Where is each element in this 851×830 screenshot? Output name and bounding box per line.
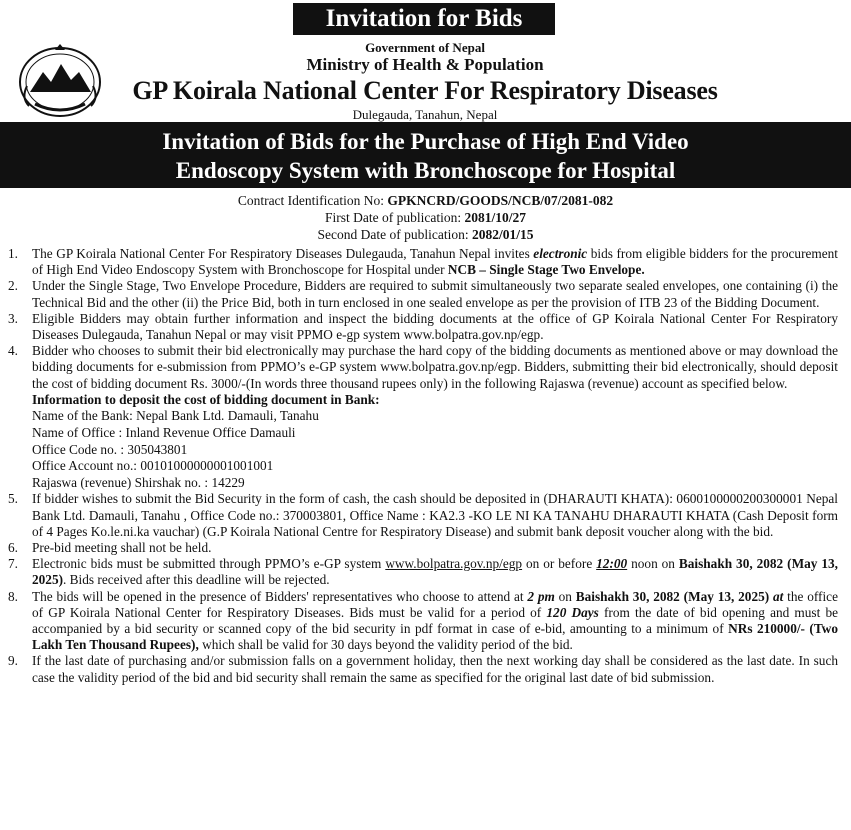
item-text-part: . Bids received after this deadline will be rejected. — [63, 572, 330, 588]
item-text-part: noon on — [627, 556, 679, 572]
item-text-part: The GP Koirala National Center For Respiratory Diseases Dulegauda, Tanahun Nepal invites — [32, 246, 534, 261]
bank-shirshak-no: Rajaswa (revenue) Shirshak no. : 14229 — [32, 474, 245, 490]
list-item — [8, 653, 838, 685]
list-item — [8, 246, 838, 278]
bid-security-amount: NRs 210000/- (Two Lakh Ten Thousand Rupees), — [32, 621, 838, 653]
item-number: 5. — [8, 491, 18, 507]
first-publication-value: 2081/10/27 — [464, 210, 526, 225]
item-number: 7. — [8, 556, 18, 572]
item-number: 6. — [8, 540, 18, 555]
bank-info — [32, 392, 838, 492]
list-item — [8, 540, 838, 556]
first-publication-label: First Date of publication: — [325, 210, 462, 225]
contract-id-value: GPKNCRD/GOODS/NCB/07/2081-082 — [387, 193, 614, 208]
item-text-part: Electronic bids must be submitted through PPMO’s e-GP system — [32, 556, 386, 572]
item-text-part: on or before — [522, 556, 597, 572]
center-name: GP Koirala National Center For Respiratory Diseases — [132, 76, 718, 105]
list-item — [8, 491, 838, 540]
item-text — [32, 246, 838, 278]
item-number: 8. — [8, 588, 18, 604]
item-text — [32, 556, 838, 588]
ministry-line: Ministry of Health & Population — [306, 55, 544, 74]
deadline-time: 12:00 — [596, 556, 628, 572]
list-item — [8, 311, 838, 343]
item-number: 2. — [8, 278, 18, 294]
contract-id — [0, 193, 851, 209]
item-text-emphasis: NCB – Single Stage Two Envelope. — [447, 262, 645, 278]
first-publication-date — [0, 210, 851, 226]
item-text-part: which shall be valid for 30 days beyond the validity period of the bid. — [198, 637, 573, 653]
bank-name: Name of the Bank: Nepal Bank Ltd. Damauli, Tanahu — [32, 408, 319, 424]
item-text: If bidder wishes to submit the Bid Security in the form of cash, the cash should be deposited in (DHARAUTI KHATA): 0600100000200300001 Nepal Bank Ltd. Damauli, Tanahu , Office Code no.: 370003801, Office Name : KA2.3 -KO LE NI KA TANAHU DHARAUTI KHATA (Cash Deposit form of 4 Pages Ko.le.ni.ka vauchar) (G.P Koirala National Centre for Respiratory Disease) and submit bank deposit voucher along with the bid. — [32, 491, 838, 539]
item-text-part: on — [554, 588, 576, 604]
bank-account-no: Office Account no.: 00101000000001001001 — [32, 458, 274, 474]
nepal-emblem-icon — [15, 42, 105, 120]
opening-date: Baishakh 30, 2082 (May 13, 2025) — [575, 588, 770, 604]
item-number: 4. — [8, 343, 18, 359]
second-publication-label: Second Date of publication: — [317, 227, 469, 242]
item-text: If the last date of purchasing and/or submission falls on a government holiday, then the next working day shall be considered as the last date. In such case the validity period of the bid and bid security shall remain the same as specified for the original last date of bid submission. — [32, 653, 838, 685]
item-text: Under the Single Stage, Two Envelope Procedure, Bidders are required to submit simultaneously two separate sealed envelopes, one containing (i) the Technical Bid and the other (ii) the Price Bid, both in turn enclosed in one sealed envelope as per the provision of ITB 23 of the Bidding Document. — [32, 278, 838, 310]
banner-line-2: Endoscopy System with Bronchoscope for Hospital — [175, 158, 676, 183]
banner-line-1: Invitation of Bids for the Purchase of High End Video — [162, 129, 689, 154]
bank-office-name: Name of Office : Inland Revenue Office Damauli — [32, 425, 296, 441]
item-text: Bidder who chooses to submit their bid electronically may purchase the hard copy of the bidding documents as mentioned above or may download the bidding documents for e-submission from PPMO’s e-GP system www.bolpatra.gov.np/egp. Bidders, submitting their bid electronically, should deposit the cost of bidding document Rs. 3000/-(In words three thousand rupees only) in the following Rajaswa (revenue) account as specified below. — [32, 343, 838, 391]
notice-banner — [0, 122, 851, 188]
item-text: Pre-bid meeting shall not be held. — [32, 540, 212, 555]
item-number: 3. — [8, 310, 18, 326]
second-publication-date — [0, 227, 851, 243]
notice-title: Invitation for Bids — [293, 3, 555, 35]
item-number: 1. — [8, 246, 18, 261]
item-text: Eligible Bidders may obtain further information and inspect the bidding documents at the office of GP Koirala National Center For Respiratory Diseases Dulegauda, Tanahun Nepal or may visit PPMO e-gp system www.bolpatra.gov.np/egp. — [32, 310, 838, 343]
item-number: 9. — [8, 653, 18, 669]
deadline-date: Baishakh 30, 2082 (May 13, 2025) — [32, 556, 838, 588]
item-text-part: from the date of bid opening and must be accompanied by a bid security or scanned copy of the bid security in pdf format in case of e-bid, amounting to a minimum of — [32, 604, 838, 637]
bank-info-heading: Information to deposit the cost of bidding document in Bank: — [32, 391, 380, 407]
list-item — [8, 589, 838, 654]
bank-office-code: Office Code no. : 305043801 — [32, 441, 188, 457]
item-text-emphasis: at — [769, 588, 784, 604]
item-text — [32, 589, 838, 654]
second-publication-value: 2082/01/15 — [471, 227, 534, 242]
center-address: Dulegauda, Tanahun, Nepal — [352, 107, 498, 122]
list-item — [8, 556, 838, 588]
government-line: Government of Nepal — [365, 40, 485, 55]
opening-time: 2 pm — [527, 588, 555, 604]
contract-id-label: Contract Identification No: — [237, 193, 385, 208]
notice-items — [8, 246, 838, 686]
validity-period: 120 Days — [546, 604, 599, 620]
item-text-part: The bids will be opened in the presence of Bidders' representatives who choose to attend at — [32, 588, 528, 604]
item-text-part: the office of GP Koirala National Center for Respiratory Diseases. Bids must be valid for a period of — [32, 588, 838, 620]
item-text-emphasis: electronic — [533, 246, 588, 261]
item-text-part: bids from eligible bidders for the procurement of High End Video Endoscopy System with Bronchoscope for Hospital under — [32, 246, 838, 278]
egp-link[interactable]: www.bolpatra.gov.np/egp — [385, 556, 523, 572]
list-item — [8, 343, 838, 392]
list-item — [8, 278, 838, 310]
